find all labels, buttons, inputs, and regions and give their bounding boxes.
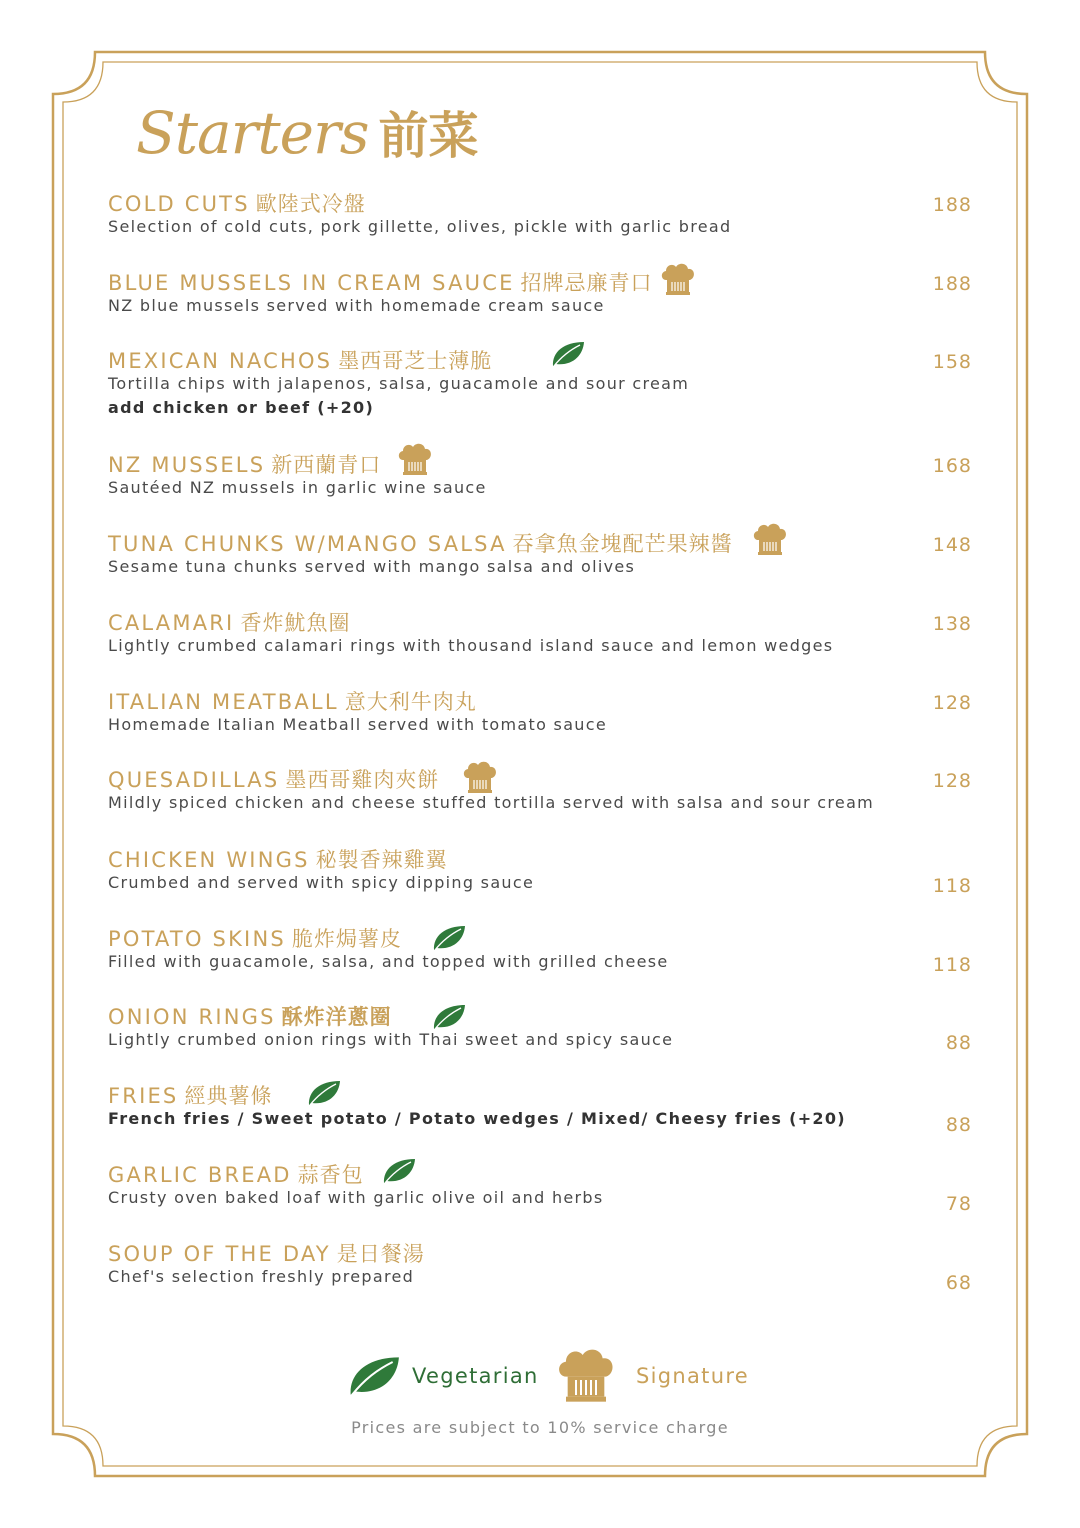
- title-chinese: 前菜: [378, 107, 479, 165]
- item-name: FRIES 經典薯條: [108, 1084, 273, 1108]
- item-price: 78: [945, 1193, 972, 1215]
- leaf-icon: [550, 340, 586, 368]
- leaf-icon: [346, 1354, 402, 1398]
- leaf-icon: [306, 1079, 342, 1107]
- item-description: Crusty oven baked loaf with garlic olive oil and herbs: [108, 1188, 604, 1207]
- title-script: Starters: [136, 99, 369, 167]
- item-price: 88: [945, 1114, 972, 1136]
- legend-signature-label: Signature: [636, 1364, 750, 1388]
- item-description: Homemade Italian Meatball served with tomato sauce: [108, 715, 607, 734]
- item-price: 138: [932, 613, 972, 635]
- menu-item-quesadillas: [108, 766, 972, 830]
- menu-item-blue-mussels: [108, 269, 972, 333]
- menu-item-onion-rings: [108, 1003, 972, 1067]
- leaf-icon: [431, 1003, 467, 1031]
- item-price: 148: [932, 534, 972, 556]
- item-name: SOUP OF THE DAY 是日餐湯: [108, 1242, 425, 1266]
- chef-hat-icon: [397, 442, 433, 476]
- item-description: Chef's selection freshly prepared: [108, 1267, 415, 1286]
- item-name: POTATO SKINS 脆炸焗薯皮: [108, 927, 402, 951]
- menu-item-garlic-bread: [108, 1161, 972, 1225]
- item-description: NZ blue mussels served with homemade cream sauce: [108, 296, 605, 315]
- chef-hat-icon: [462, 760, 498, 794]
- item-name: COLD CUTS 歐陸式冷盤: [108, 192, 366, 216]
- menu-title: [136, 96, 478, 176]
- menu-item-tuna-chunks: [108, 530, 972, 594]
- menu-item-italian-meatball: [108, 688, 972, 752]
- leaf-icon: [381, 1157, 417, 1185]
- item-description: Mildly spiced chicken and cheese stuffed tortilla served with salsa and sour cream: [108, 793, 875, 812]
- service-charge-note: Prices are subject to 10% service charge: [351, 1418, 729, 1437]
- item-addon: add chicken or beef (+20): [108, 398, 375, 417]
- item-name: NZ MUSSELS 新西蘭青口: [108, 453, 382, 477]
- item-price: 158: [932, 351, 972, 373]
- menu-item-calamari: [108, 609, 972, 673]
- item-price: 68: [945, 1272, 972, 1294]
- item-name: BLUE MUSSELS IN CREAM SAUCE 招牌忌廉青口: [108, 271, 653, 295]
- leaf-icon: [431, 924, 467, 952]
- menu-item-nz-mussels: [108, 451, 972, 515]
- item-price: 118: [932, 875, 972, 897]
- menu-item-potato-skins: [108, 925, 972, 989]
- item-price: 88: [945, 1032, 972, 1054]
- menu-item-fries: [108, 1082, 972, 1146]
- item-name: MEXICAN NACHOS 墨西哥芝士薄脆: [108, 349, 493, 373]
- item-name: TUNA CHUNKS W/MANGO SALSA 吞拿魚金塊配芒果辣醬: [108, 532, 733, 556]
- item-description: Filled with guacamole, salsa, and topped with grilled cheese: [108, 952, 669, 971]
- item-name: CALAMARI 香炸魷魚圈: [108, 611, 351, 635]
- item-price: 128: [932, 770, 972, 792]
- item-name: ONION RINGS 酥炸洋蔥圈: [108, 1005, 392, 1029]
- menu-item-chicken-wings: [108, 846, 972, 910]
- chef-hat-icon: [752, 522, 788, 556]
- item-description: Lightly crumbed calamari rings with thousand island sauce and lemon wedges: [108, 636, 834, 655]
- legend-vegetarian-label: Vegetarian: [412, 1364, 539, 1388]
- item-description: Lightly crumbed onion rings with Thai sweet and spicy sauce: [108, 1030, 674, 1049]
- item-price: 128: [932, 692, 972, 714]
- menu-item-soup-of-the-day: [108, 1240, 972, 1304]
- item-price: 168: [932, 455, 972, 477]
- item-name: CHICKEN WINGS 秘製香辣雞翼: [108, 848, 448, 872]
- item-price: 118: [932, 954, 972, 976]
- item-description: Crumbed and served with spicy dipping sauce: [108, 873, 535, 892]
- item-name: ITALIAN MEATBALL 意大利牛肉丸: [108, 690, 477, 714]
- menu-item-cold-cuts: [108, 190, 972, 254]
- item-name: QUESADILLAS 墨西哥雞肉夾餅: [108, 768, 440, 792]
- menu-item-mexican-nachos: [108, 347, 972, 425]
- item-description: Selection of cold cuts, pork gillette, olives, pickle with garlic bread: [108, 217, 732, 236]
- item-description: Sautéed NZ mussels in garlic wine sauce: [108, 478, 487, 497]
- legend: [0, 1344, 1080, 1414]
- chef-hat-icon: [556, 1346, 616, 1404]
- item-description: Sesame tuna chunks served with mango salsa and olives: [108, 557, 636, 576]
- item-description: Tortilla chips with jalapenos, salsa, guacamole and sour cream: [108, 374, 690, 393]
- item-price: 188: [932, 273, 972, 295]
- item-name: GARLIC BREAD 蒜香包: [108, 1163, 364, 1187]
- item-description: French fries / Sweet potato / Potato wedges / Mixed/ Cheesy fries (+20): [108, 1109, 846, 1128]
- chef-hat-icon: [660, 262, 696, 296]
- item-price: 188: [932, 194, 972, 216]
